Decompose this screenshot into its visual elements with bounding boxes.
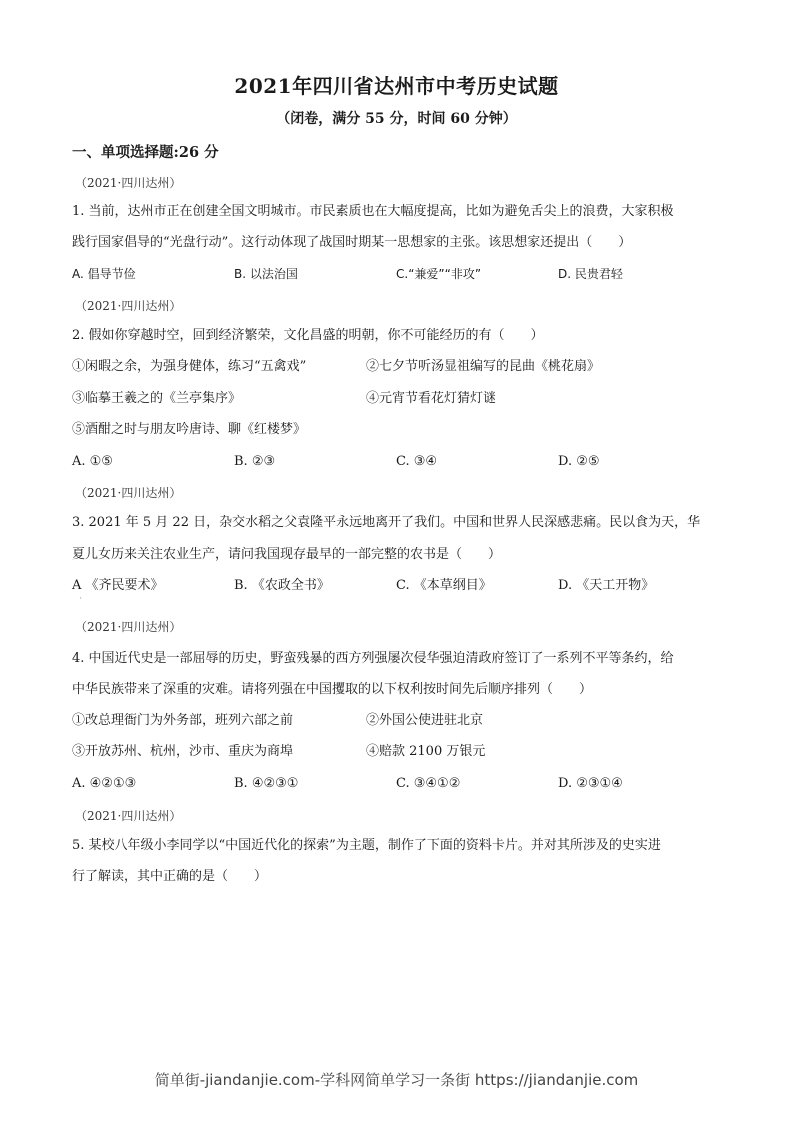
question-source: （2021·四川达州） xyxy=(75,620,182,634)
option-a: A. ①⑤ xyxy=(72,454,113,469)
question-item: ③临摹王羲之的《兰亭集序》 xyxy=(72,391,242,406)
stray-mark: ' xyxy=(80,597,82,604)
option-c: C. ③④①② xyxy=(396,776,461,791)
question-text: 3. 2021 年 5 月 22 日，杂交水稻之父袁隆平永远地离开了我们。中国和世界人民深感悲痛。民以食为天，华 xyxy=(72,515,701,530)
question-text: 2. 假如你穿越时空，回到经济繁荣，文化昌盛的明朝，你不可能经历的有（ ） xyxy=(72,328,544,343)
question-item: ②外国公使进驻北京 xyxy=(366,713,484,728)
option-d: D. 《天工开物》 xyxy=(558,578,655,593)
section-heading: 一、单项选择题:26 分 xyxy=(72,144,219,161)
exam-info: （闭卷，满分 55 分，时间 60 分钟） xyxy=(276,111,517,127)
option-b: B. 《农政全书》 xyxy=(234,578,330,593)
question-item: ④元宵节看花灯猜灯谜 xyxy=(366,391,497,406)
question-item: ①改总理衙门为外务部，班列六部之前 xyxy=(72,713,294,728)
option-c: C.“兼爱”“非攻” xyxy=(396,267,482,281)
option-a: A. ④②①③ xyxy=(72,776,137,791)
question-text: 行了解读，其中正确的是（ ） xyxy=(72,869,268,884)
option-c: C. ③④ xyxy=(396,454,438,469)
question-text: 5. 某校八年级小李同学以“中国近代化的探索”为主题，制作了下面的资料卡片。并对其所涉及的史实进 xyxy=(72,838,661,853)
option-d: D. ②③①④ xyxy=(558,776,623,791)
question-item: ③开放苏州、杭州，沙市、重庆为商埠 xyxy=(72,744,294,759)
question-source: （2021·四川达州） xyxy=(75,299,182,313)
page-title: 2021年四川省达州市中考历史试题 xyxy=(234,74,559,98)
option-b: B. ②③ xyxy=(234,454,276,469)
option-a: A 《齐民要术》 xyxy=(72,578,164,593)
option-d: D. ②⑤ xyxy=(558,454,600,469)
question-item: ④赔款 2100 万银元 xyxy=(366,744,486,759)
question-text: 1. 当前，达州市正在创建全国文明城市。市民素质也在大幅度提高，比如为避免舌尖上的浪费，大家积极 xyxy=(72,204,674,219)
question-text: 践行国家倡导的“光盘行动”。这行动体现了战国时期某一思想家的主张。该思想家还提出（ ） xyxy=(72,235,632,250)
question-source: （2021·四川达州） xyxy=(75,486,182,500)
option-a: A. 倡导节俭 xyxy=(72,267,136,281)
option-b: B. ④②③① xyxy=(234,776,299,791)
question-text: 4. 中国近代史是一部屈辱的历史，野蛮残暴的西方列强屡次侵华强迫清政府签订了一系列不平等条约，给 xyxy=(72,651,674,666)
question-item: ⑤酒酣之时与朋友吟唐诗、聊《红楼梦》 xyxy=(72,422,307,437)
question-text: 中华民族带来了深重的灾难。请将列强在中国攫取的以下权利按时间先后顺序排列（ ） xyxy=(72,682,593,697)
question-source: （2021·四川达州） xyxy=(75,176,182,190)
question-text: 夏儿女历来关注农业生产，请问我国现存最早的一部完整的农书是（ ） xyxy=(72,547,502,562)
option-c: C. 《本草纲目》 xyxy=(396,578,492,593)
option-d: D. 民贵君轻 xyxy=(558,267,623,281)
watermark-footer: 简单街-jiandanjie.com-学科网简单学习一条街 https://jiandanjie.com xyxy=(154,1071,639,1089)
question-source: （2021·四川达州） xyxy=(75,809,182,823)
question-item: ①闲暇之余，为强身健体，练习“五禽戏” xyxy=(72,359,307,374)
option-b: B. 以法治国 xyxy=(234,267,298,281)
question-item: ②七夕节听汤显祖编写的昆曲《桃花扇》 xyxy=(366,359,601,374)
